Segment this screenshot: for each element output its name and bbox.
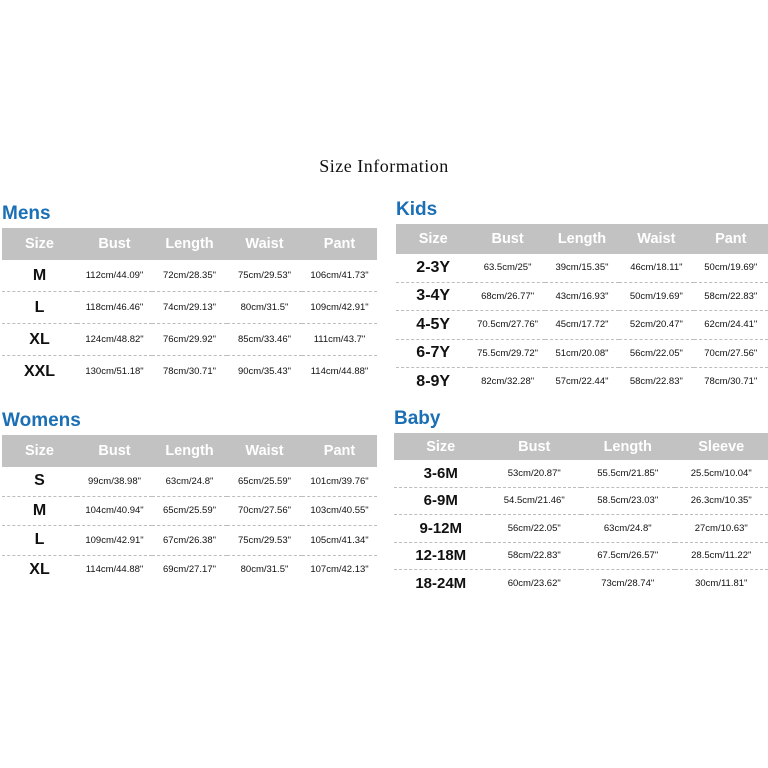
measurement-cell: 70.5cm/27.76" [470, 311, 544, 340]
size-cell: M [2, 260, 77, 292]
size-cell: 8-9Y [416, 372, 451, 390]
womens-size-section [2, 411, 377, 584]
measurement-cell: 111cm/43.7" [302, 324, 377, 356]
measurement-cell: 25.5cm/10.04" [675, 460, 768, 487]
column-header: Size [394, 433, 488, 460]
measurement-cell: 80cm/31.5" [227, 292, 302, 324]
measurement-cell: 60cm/23.62" [507, 577, 561, 589]
measurement-cell: 55.5cm/21.85" [581, 460, 675, 487]
size-cell: 3-4Y [396, 282, 470, 311]
measurement-cell: 72cm/28.35" [152, 260, 227, 292]
size-cell: 2-3Y [396, 254, 470, 282]
table-header-row [2, 228, 377, 260]
measurement-cell: 73cm/28.74" [601, 577, 655, 589]
measurement-cell: 124cm/48.82" [77, 324, 152, 356]
column-header: Bust [488, 433, 582, 460]
measurement-cell: 109cm/42.91" [302, 292, 377, 324]
table-row [2, 292, 377, 324]
table-row [394, 515, 768, 543]
size-cell: 4-5Y [396, 311, 470, 340]
size-cell: 12-18M [394, 542, 488, 570]
measurement-cell: 53cm/20.87" [488, 460, 582, 487]
measurement-cell: 67.5cm/26.57" [581, 542, 675, 570]
measurement-cell: 80cm/31.5" [240, 564, 289, 576]
size-cell: XXL [23, 362, 56, 380]
measurement-cell: 118cm/46.46" [77, 292, 152, 324]
measurement-cell: 63.5cm/25" [470, 254, 544, 282]
column-header: Waist [619, 224, 693, 254]
mens-size-section [2, 204, 377, 387]
measurement-cell: 65cm/25.59" [152, 496, 227, 526]
kids-size-table [396, 224, 768, 396]
size-cell: M [2, 496, 77, 526]
baby-size-table [394, 433, 768, 597]
table-header-row [396, 224, 768, 254]
measurement-cell: 105cm/41.34" [302, 526, 377, 556]
measurement-cell: 63cm/24.8" [581, 515, 675, 543]
size-cell: L [2, 292, 77, 324]
measurement-cell: 30cm/11.81" [695, 577, 748, 589]
measurement-cell: 58.5cm/23.03" [581, 487, 675, 515]
measurement-cell: 75cm/29.53" [227, 526, 302, 556]
measurement-cell: 74cm/29.13" [152, 292, 227, 324]
measurement-cell: 56cm/22.05" [488, 515, 582, 543]
size-cell: S [2, 467, 77, 496]
column-header: Length [152, 228, 227, 260]
measurement-cell: 43cm/16.93" [545, 282, 619, 311]
size-cell: 6-7Y [396, 339, 470, 368]
measurement-cell: 114cm/44.88" [85, 564, 144, 576]
measurement-cell: 85cm/33.46" [227, 324, 302, 356]
page-title: Size Information [319, 156, 449, 176]
mens-size-table [2, 228, 377, 387]
measurement-cell: 107cm/42.13" [310, 564, 369, 576]
measurement-cell: 76cm/29.92" [152, 324, 227, 356]
size-cell: L [2, 526, 77, 556]
measurement-cell: 65cm/25.59" [227, 467, 302, 496]
measurement-cell: 28.5cm/11.22" [675, 542, 768, 570]
column-header: Bust [77, 435, 152, 467]
measurement-cell: 78cm/30.71" [704, 376, 758, 388]
measurement-cell: 130cm/51.18" [85, 366, 144, 377]
column-header: Length [545, 224, 619, 254]
measurement-cell: 114cm/44.88" [310, 366, 369, 377]
section-title: Baby [394, 408, 441, 429]
measurement-cell: 103cm/40.55" [302, 496, 377, 526]
table-header-row [394, 433, 768, 460]
column-header: Sleeve [675, 433, 768, 460]
measurement-cell: 52cm/20.47" [619, 311, 693, 340]
size-cell: 6-9M [394, 487, 488, 515]
measurement-cell: 70cm/27.56" [227, 496, 302, 526]
column-header: Pant [302, 435, 377, 467]
table-row [2, 356, 377, 388]
measurement-cell: 112cm/44.09" [77, 260, 152, 292]
measurement-cell: 90cm/35.43" [237, 366, 291, 377]
section-title: Womens [2, 410, 81, 431]
measurement-cell: 63cm/24.8" [152, 467, 227, 496]
measurement-cell: 50cm/19.69" [694, 254, 768, 282]
column-header: Size [396, 224, 470, 254]
table-row [2, 555, 377, 584]
measurement-cell: 101cm/39.76" [302, 467, 377, 496]
section-title: Kids [396, 199, 438, 220]
measurement-cell: 50cm/19.69" [619, 282, 693, 311]
measurement-cell: 68cm/26.77" [470, 282, 544, 311]
table-row [2, 496, 377, 526]
measurement-cell: 57cm/22.44" [555, 376, 609, 388]
measurement-cell: 46cm/18.11" [619, 254, 693, 282]
column-header: Bust [77, 228, 152, 260]
size-cell: 18-24M [415, 574, 467, 592]
measurement-cell: 106cm/41.73" [302, 260, 377, 292]
table-row [394, 487, 768, 515]
column-header: Waist [227, 435, 302, 467]
womens-size-table [2, 435, 377, 584]
measurement-cell: 39cm/15.35" [545, 254, 619, 282]
table-row [2, 324, 377, 356]
measurement-cell: 58cm/22.83" [488, 542, 582, 570]
column-header: Length [581, 433, 675, 460]
table-header-row [2, 435, 377, 467]
table-row [2, 526, 377, 556]
measurement-cell: 69cm/27.17" [162, 564, 216, 576]
measurement-cell: 27cm/10.63" [675, 515, 768, 543]
table-row [394, 570, 768, 597]
size-cell: 9-12M [394, 515, 488, 543]
size-cell: 3-6M [394, 460, 488, 487]
measurement-cell: 62cm/24.41" [694, 311, 768, 340]
column-header: Bust [470, 224, 544, 254]
measurement-cell: 54.5cm/21.46" [488, 487, 582, 515]
table-row [396, 311, 768, 340]
column-header: Waist [227, 228, 302, 260]
measurement-cell: 45cm/17.72" [545, 311, 619, 340]
table-row [396, 254, 768, 282]
measurement-cell: 56cm/22.05" [619, 339, 693, 368]
table-row [2, 260, 377, 292]
size-cell: XL [29, 560, 50, 578]
column-header: Length [152, 435, 227, 467]
measurement-cell: 75.5cm/29.72" [470, 339, 544, 368]
measurement-cell: 78cm/30.71" [162, 366, 216, 377]
column-header: Size [2, 228, 77, 260]
table-row [396, 282, 768, 311]
column-header: Pant [694, 224, 768, 254]
baby-size-section [394, 409, 768, 597]
table-row [396, 368, 768, 396]
measurement-cell: 58cm/22.83" [629, 376, 683, 388]
section-title: Mens [2, 203, 51, 224]
size-cell: XL [2, 324, 77, 356]
column-header: Pant [302, 228, 377, 260]
table-row [394, 542, 768, 570]
table-row [396, 339, 768, 368]
measurement-cell: 109cm/42.91" [77, 526, 152, 556]
measurement-cell: 51cm/20.08" [545, 339, 619, 368]
measurement-cell: 104cm/40.94" [77, 496, 152, 526]
measurement-cell: 67cm/26.38" [152, 526, 227, 556]
measurement-cell: 82cm/32.28" [481, 376, 535, 388]
measurement-cell: 70cm/27.56" [694, 339, 768, 368]
table-row [2, 467, 377, 496]
table-row [394, 460, 768, 487]
measurement-cell: 75cm/29.53" [227, 260, 302, 292]
column-header: Size [2, 435, 77, 467]
measurement-cell: 58cm/22.83" [694, 282, 768, 311]
kids-size-section [396, 200, 768, 396]
measurement-cell: 26.3cm/10.35" [675, 487, 768, 515]
measurement-cell: 99cm/38.98" [77, 467, 152, 496]
